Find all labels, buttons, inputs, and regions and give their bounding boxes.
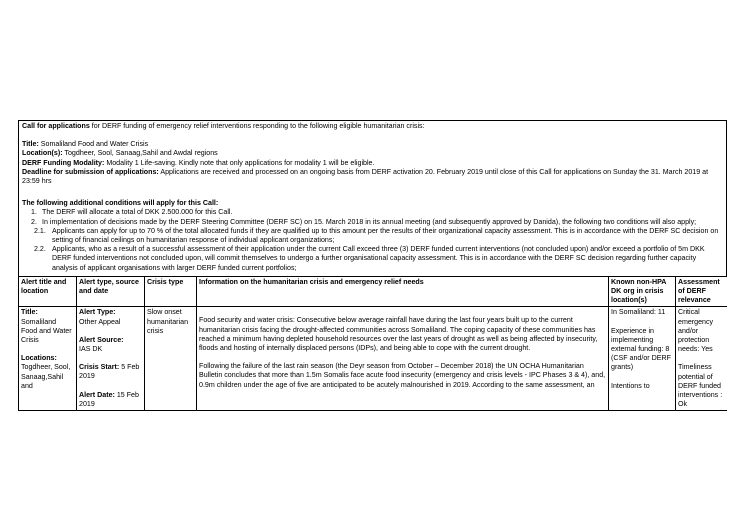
conditions-list: [22, 208, 723, 226]
crisis-type-value: Slow onset humanitarian crisis: [147, 308, 189, 335]
call-details-box: [18, 120, 727, 276]
call-intro-label: Call for applications: [22, 122, 90, 130]
header-alert-title: Alert title and location: [19, 276, 77, 307]
subcondition-number: 2.1.: [34, 226, 46, 235]
condition-item: [31, 208, 723, 217]
call-deadline-value: Applications are received and processed on an ongoing basis from DERF activation 20. February 2019 until close of this Call for applications on Sunday the 31. March 2019 at 23:59 hrs: [22, 167, 709, 186]
crisis-info-paragraph: Food security and water crisis: Consecutive below average rainfall have during the last four years built up to the current humanitarian crisis facing the drought-affected communities across Somaliland. The coping capacity of these communities has reached a minimum having depleted household resources over the last years of drought as well as being affected by insecurity, floods and hosting of internally displaced persons (IDPs), and being able to cope with the current drought.: [199, 316, 598, 353]
condition-text: In implementation of decisions made by the DERF Steering Committee (DERF SC) on 15. March 2018 in its annual meeting (and subsequently approved by Danida), the following two conditions will also apply;: [42, 217, 697, 226]
cell-crisis-info: [197, 307, 609, 411]
call-locations-label: Location(s):: [22, 149, 63, 158]
call-title: [22, 140, 723, 149]
condition-number: 2.: [31, 217, 37, 226]
call-modality: [22, 159, 723, 168]
subcondition-number: 2.2.: [34, 245, 46, 254]
known-orgs-count: In Somaliland: 11: [611, 308, 666, 317]
crisis-info-paragraph: Following the failure of the last rain season (the Deyr season from October – December 2018) the UN OCHA Humanitarian Bulletin concludes that more than 1.5m Somalis face acute food insecurity (emergency and crisis levels - IPC Phases 3 & 4), and, 0.9m children under the age of five are anticipated to be acutely malnourished in 2019. According to the same assessment, an: [199, 362, 606, 389]
known-orgs-experience: Experience in implementing external funding: 8 (CSF and/or DERF grants): [611, 326, 671, 372]
alert-source-label: Alert Source:: [79, 335, 124, 344]
crisis-start-label: Crisis Start:: [79, 363, 120, 372]
subcondition-text: Applicants, who as a result of a successful assessment of their application under the current Call exceed three (3) DERF funded current interventions (not concluded upon) and/or exceed a portfolio of 5m DKK DERF funded interventions not concluded upon, will commit themselves to undergo a further organisational capacity assessment. This is in accordance with the DERF SC decision regarding further capacity analysis of applicant organisations with larger DERF funded current portfolios;: [52, 245, 705, 272]
assessment-timeliness: Timeliness potential of DERF funded interventions : Ok: [678, 363, 723, 409]
call-deadline: [22, 168, 723, 186]
call-intro: [22, 122, 723, 131]
table-row: [19, 307, 728, 411]
alert-date-value: 15 Feb 2019: [79, 390, 139, 408]
cell-alert-title: [19, 307, 77, 411]
alert-locations-value: Togdheer, Sool, Sanaag,Sahil and: [21, 363, 71, 390]
header-known-orgs: Known non-HPA DK org in crisis location(s): [609, 276, 676, 307]
crisis-start-value: 5 Feb 2019: [79, 363, 140, 381]
call-title-label: Title:: [22, 140, 39, 149]
subcondition-item: [22, 227, 723, 245]
cell-alert-type: [77, 307, 145, 411]
alert-title-value: Somaliland Food and Water Crisis: [21, 317, 72, 345]
crisis-table: [18, 276, 727, 412]
assessment-needs: Critical emergency and/or protection needs: Yes: [678, 308, 714, 354]
alert-type-value: Other Appeal: [79, 317, 121, 326]
conditions-heading-text: The following additional conditions will apply for this Call:: [22, 199, 219, 208]
call-deadline-label: Deadline for submission of applications:: [22, 167, 159, 176]
call-modality-label: DERF Funding Modality:: [22, 158, 105, 167]
alert-date-label: Alert Date:: [79, 390, 115, 399]
alert-title-label: Title:: [21, 308, 38, 317]
alert-type-label: Alert Type:: [79, 308, 116, 317]
header-crisis-info: Information on the humanitarian crisis and emergency relief needs: [197, 276, 609, 307]
table-header-row: [19, 276, 728, 307]
document-page: [18, 120, 727, 527]
cell-known-orgs: [609, 307, 676, 411]
call-modality-value: Modality 1 Life-saving. Kindly note that only applications for modality 1 will be eligible.: [104, 158, 375, 167]
condition-item: [31, 217, 723, 227]
header-crisis-type: Crisis type: [145, 276, 197, 307]
call-title-value: Somaliland Food and Water Crisis: [38, 140, 149, 149]
cell-assessment: [676, 307, 728, 411]
call-intro-text: for DERF funding of emergency relief interventions responding to the following eligible humanitarian crisis:: [89, 122, 425, 130]
alert-source-value: IAS DK: [79, 345, 103, 354]
subcondition-text: Applicants can apply for up to 70 % of the total allocated funds if they are qualified up to this amount per the results of their organizational capacity assessment. This is in accordance with the DERF SC decision on setting of financial ceilings on humanitarian response of individual applicant organizations;: [52, 226, 719, 245]
conditions-heading: [22, 199, 723, 208]
known-orgs-intentions: Intentions to: [611, 381, 650, 390]
alert-locations-label: Locations:: [21, 354, 57, 363]
call-locations-value: Togdheer, Sool, Sanaag,Sahil and Awdal regions: [62, 149, 218, 158]
header-assessment: Assessment of DERF relevance: [676, 276, 728, 307]
header-alert-type: Alert type, source and date: [77, 276, 145, 307]
subcondition-item: [22, 245, 723, 273]
condition-number: 1.: [31, 208, 37, 217]
call-locations: [22, 149, 723, 158]
cell-crisis-type: [145, 307, 197, 411]
condition-text: The DERF will allocate a total of DKK 2.500.000 for this Call.: [42, 208, 233, 217]
